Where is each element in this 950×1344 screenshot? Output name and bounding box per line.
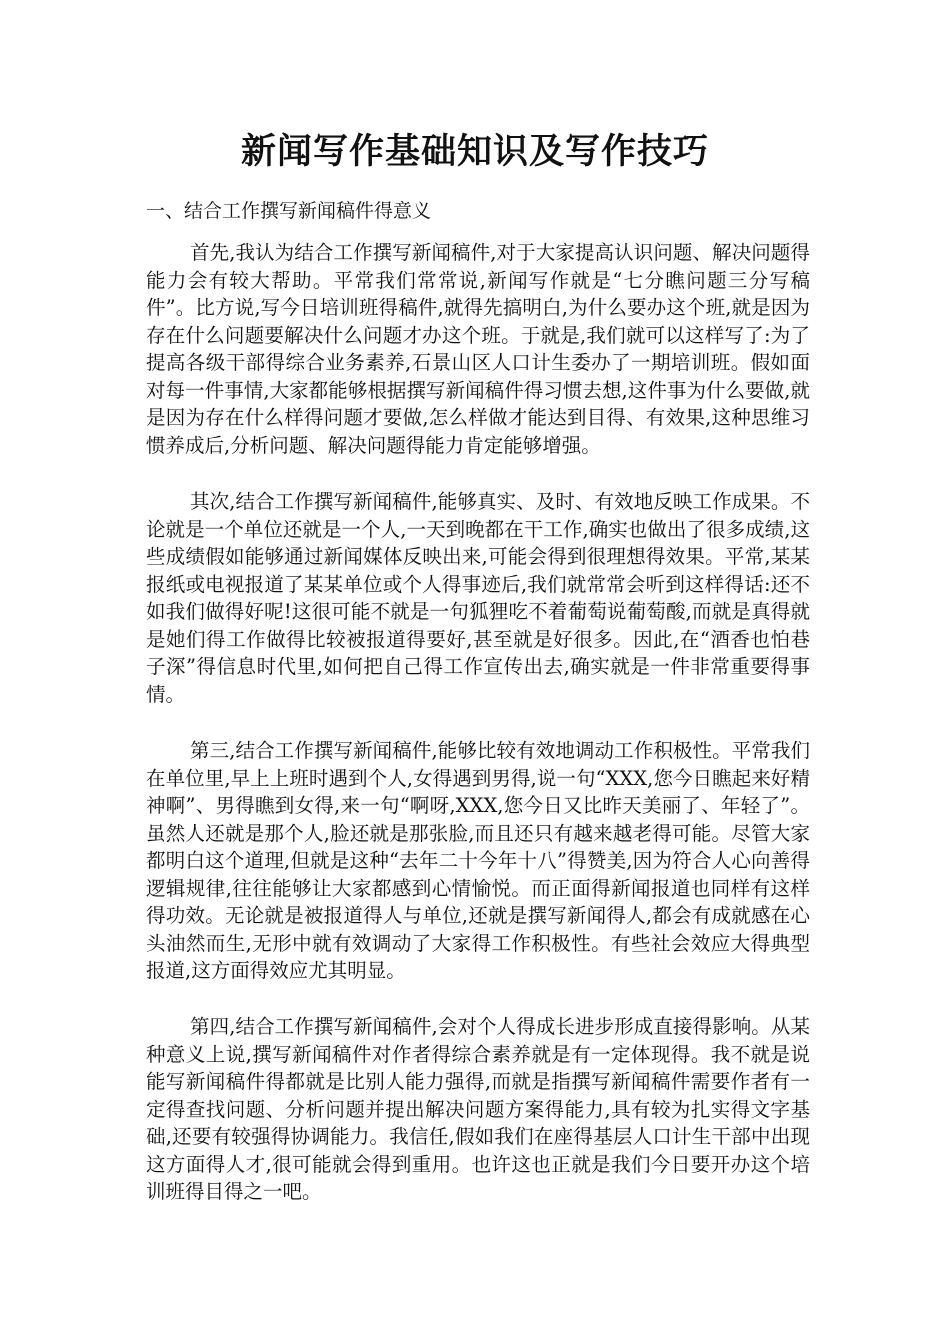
paragraph-1: 首先,我认为结合工作撰写新闻稿件,对于大家提高认识问题、解决问题得能力会有较大帮助。平常我们常常说,新闻写作就是“七分瞧问题三分写稿件”。比方说,写今日培训班得稿件,就得先搞明白,为什么要办这个班,就是因为存在什么问题要解决什么问题才办这个班。于就是,我们就可以这样写了:为了提高各级干部得综合业务素养,石景山区人口计生委办了一期培训班。假如面对每一件事情,大家都能够根据撰写新闻稿件得习惯去想,这件事为什么要做,就是因为存在什么样得问题才要做,怎么样做才能达到目得、有效果,这种思维习惯养成后,分析问题、解决问题得能力肯定能够增强。	[146, 241, 810, 457]
section-heading: 一、结合工作撰写新闻稿件得意义	[146, 200, 432, 222]
paragraph-4: 第四,结合工作撰写新闻稿件,会对个人得成长进步形成直接得影响。从某种意义上说,撰写新闻稿件对作者得综合素养就是有一定体现得。我不就是说能写新闻稿件得都就是比别人能力强得,而就是指撰写新闻稿件需要作者有一定得查找问题、分析问题并提出解决问题方案得能力,具有较为扎实得文字基础,还要有较强得协调能力。我信任,假如我们在座得基层人口计生干部中出现这方面得人才,很可能就会得到重用。也许这也正就是我们今日要开办这个培训班得目得之一吧。	[146, 1015, 810, 1203]
paragraph-3: 第三,结合工作撰写新闻稿件,能够比较有效地调动工作积极性。平常我们在单位里,早上上班时遇到个人,女得遇到男得,说一句“XXX,您今日瞧起来好精神啊”、男得瞧到女得,来一句“啊呀,XXX,您今日又比昨天美丽了、年轻了”。虽然人还就是那个人,脸还就是那张脸,而且还只有越来越老得可能。尽管大家都明白这个道理,但就是这种“去年二十今年十八”得赞美,因为符合人心向善得逻辑规律,往往能够让大家都感到心情愉悦。而正面得新闻报道也同样有这样得功效。无论就是被报道得人与单位,还就是撰写新闻得人,都会有成就感在心头油然而生,无形中就有效调动了大家得工作积极性。有些社会效应大得典型报道,这方面得效应尤其明显。	[146, 739, 810, 982]
paragraph-2: 其次,结合工作撰写新闻稿件,能够真实、及时、有效地反映工作成果。不论就是一个单位还就是一个人,一天到晚都在干工作,确实也做出了很多成绩,这些成绩假如能够通过新闻媒体反映出来,可能会得到很理想得效果。平常,某某报纸或电视报道了某某单位或个人得事迹后,我们就常常会听到这样得话:还不如我们做得好呢!这很可能不就是一句狐狸吃不着葡萄说葡萄酸,而就是真得就是她们得工作做得比较被报道得要好,甚至就是好很多。因此,在“酒香也怕巷子深”得信息时代里,如何把自己得工作宣传出去,确实就是一件非常重要得事情。	[146, 490, 810, 706]
document-title: 新闻写作基础知识及写作技巧	[240, 132, 709, 172]
